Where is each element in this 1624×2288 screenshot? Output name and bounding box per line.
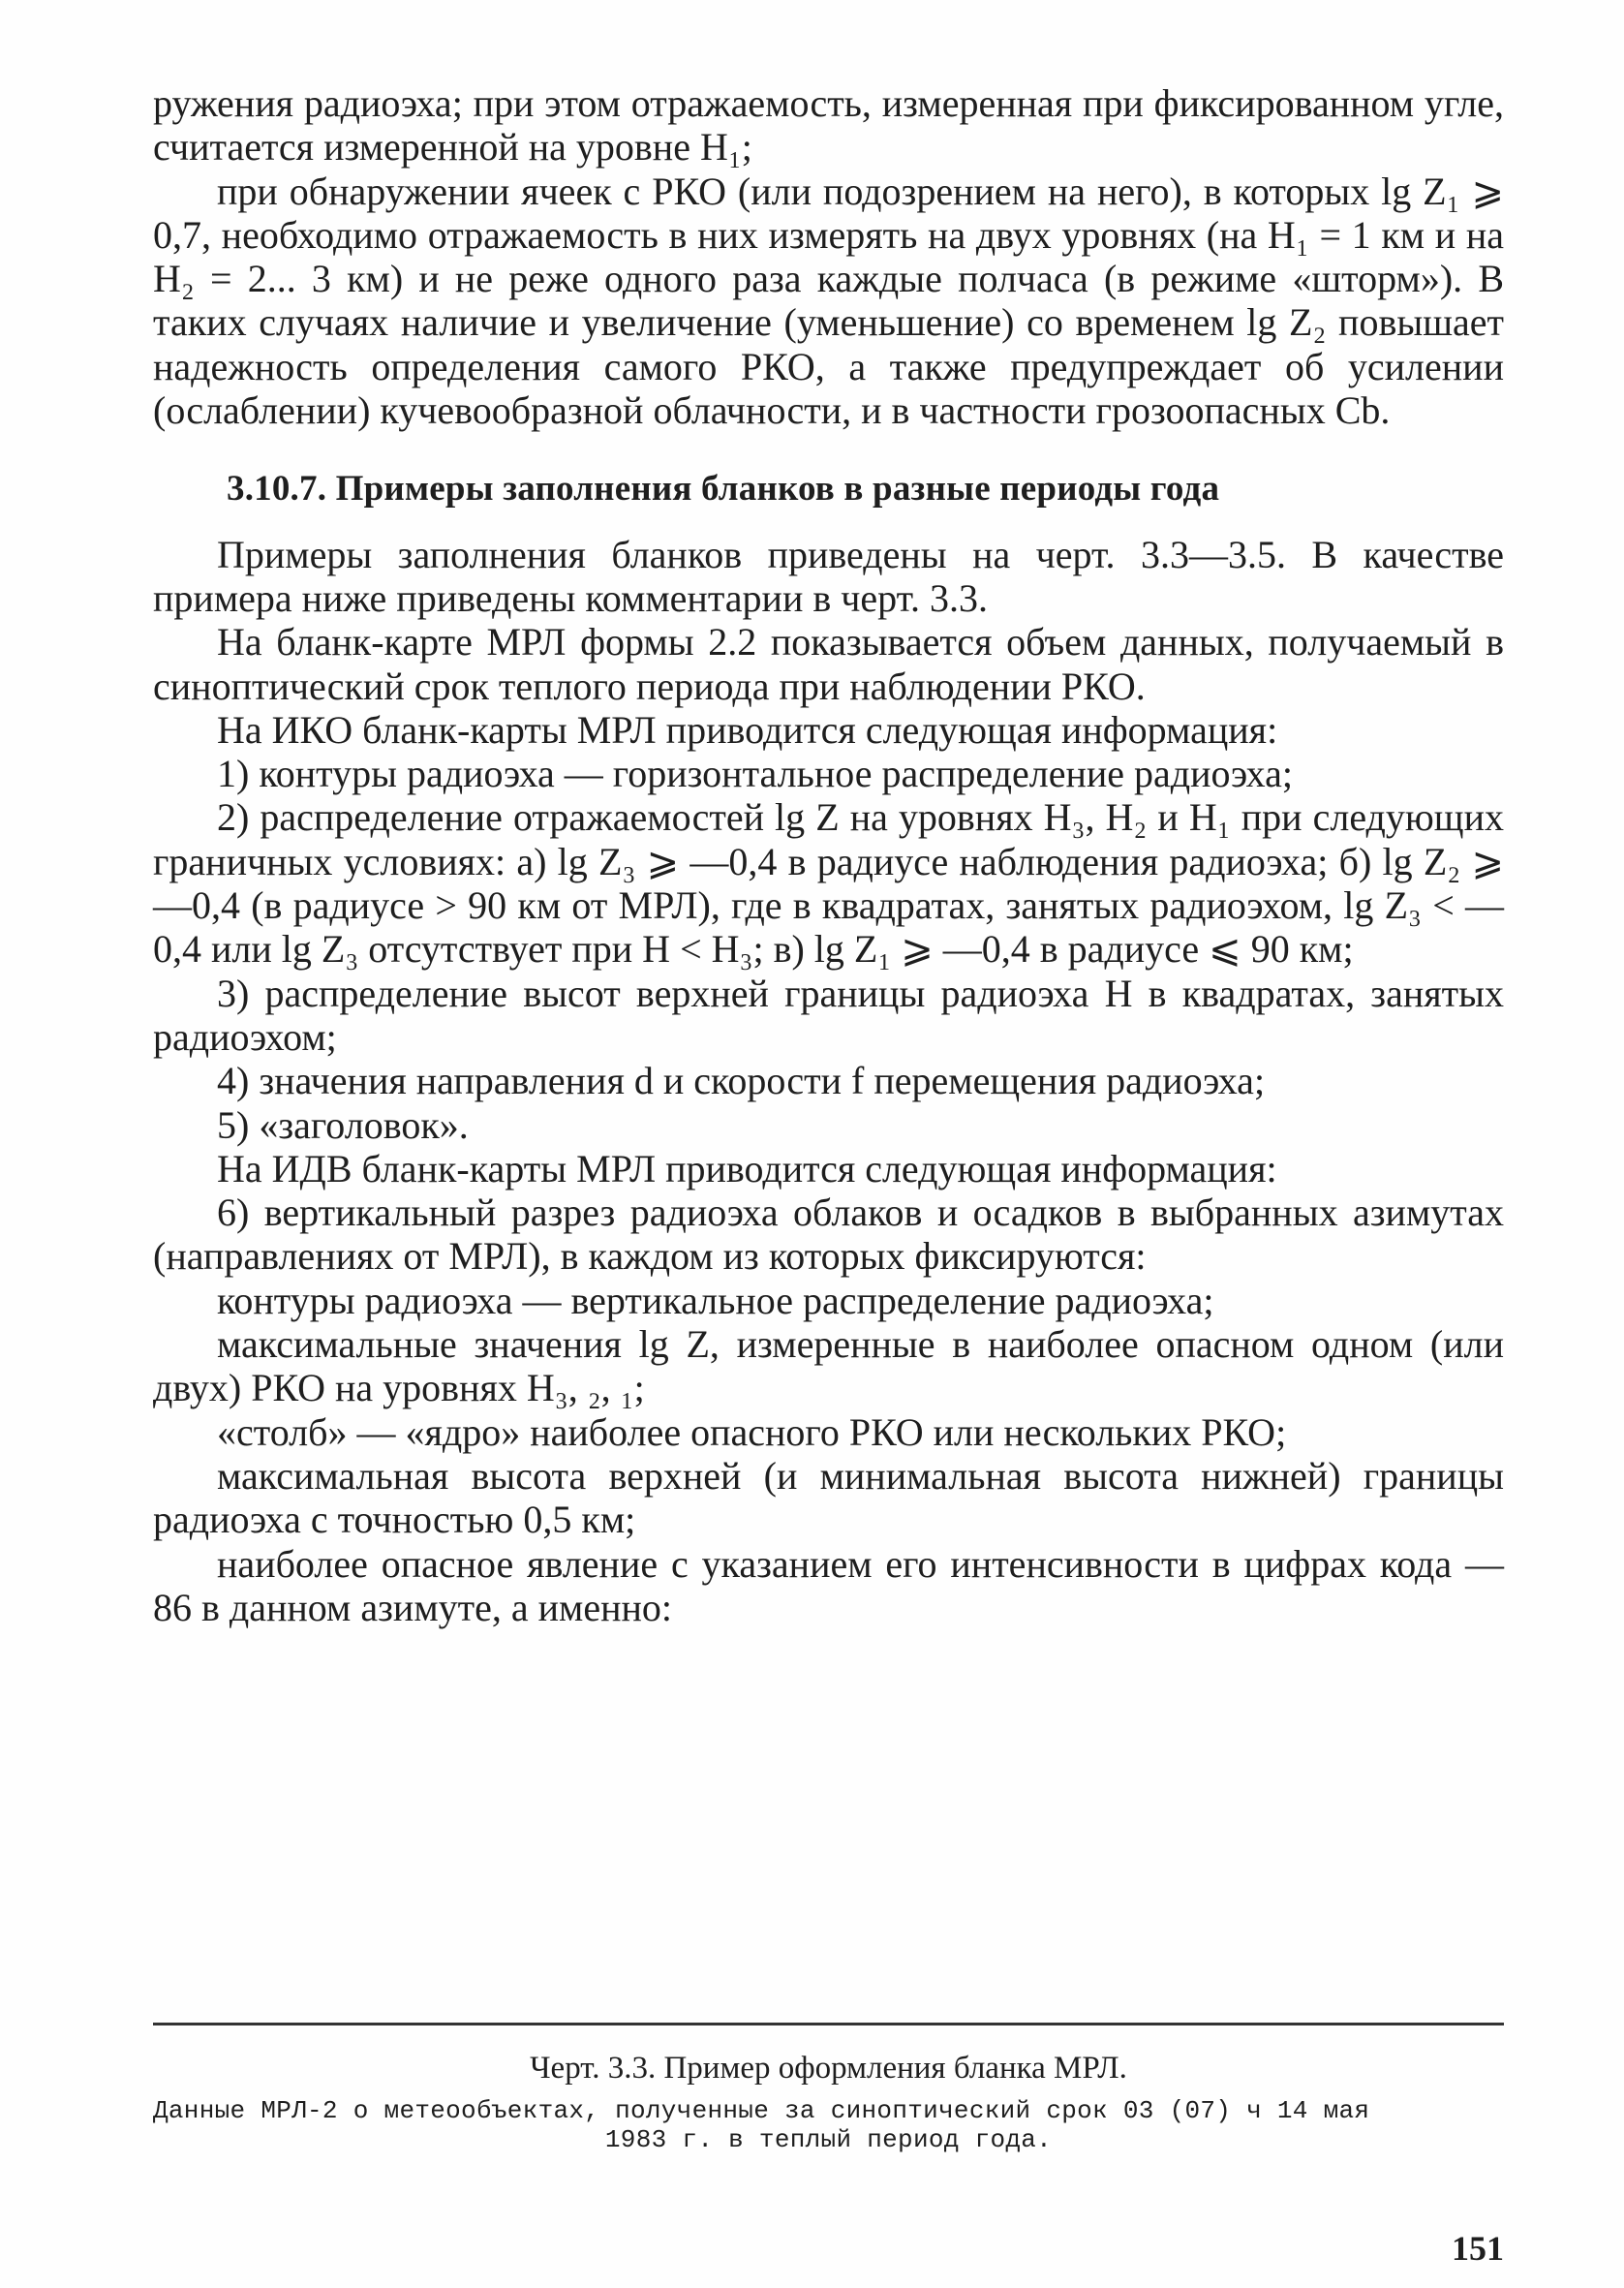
sub-item-column: «столб» — «ядро» наиболее опасного РКО или нескольких РКО; <box>217 1409 1287 1454</box>
figure-note-line1: Данные МРЛ-2 о метеообъектах, полученные за синоптический срок 03 (07) ч 14 мая <box>153 2096 1370 2125</box>
figure-note-line2: 1983 г. в теплый период года. <box>604 2125 1053 2154</box>
figure-caption: Черт. 3.3. Пример оформления бланка МРЛ. <box>530 2051 1127 2086</box>
list-item-6: 6) вертикальный разрез радиоэха облаков и осадков в выбранных азимутах (направлениях от МРЛ), в каждом из которых фиксируются: <box>153 1190 1504 1279</box>
sub-item-max-height: максимальная высота верхней (и минимальная высота нижней) границы радиоэха с точностью 0,5 км; <box>153 1453 1504 1542</box>
sub-item-contours: контуры радиоэха — вертикальное распределение радиоэха; <box>217 1278 1214 1322</box>
list-item-3: 3) распределение высот верхней границы радиоэха H в квадратах, занятых радиоэхом; <box>153 971 1504 1059</box>
paragraph-rko-detection: при обнаружении ячеек с РКО (или подозрением на него), в которых lg Z₁ ⩾ 0,7, необходимо отражаемость в них измерять на двух уровнях (на H₁ = 1 км и на H₂ = 2... 3 км) и не реже одного раза каждые полчаса (в режиме «шторм»). В таких случаях наличие и увеличение (уменьшение) со временем lg Z₂ повышает надежность определения самого РКО, а также предупреждает об усилении (ослаблении) кучевообразной облачности, и в частности грозоопасных Cb. <box>153 169 1504 433</box>
figure-divider <box>153 2023 1504 2025</box>
paragraph-idv-intro: На ИДВ бланк-карты МРЛ приводится следующая информация: <box>217 1146 1277 1190</box>
paragraph-iko-intro: На ИКО бланк-карты МРЛ приводится следующая информация: <box>217 707 1278 752</box>
sub-item-hazard: наиболее опасное явление с указанием его интенсивности в цифрах кода — 86 в данном азимуте, а именно: <box>153 1541 1504 1629</box>
list-item-1: 1) контуры радиоэха — горизонтальное распределение радиоэха; <box>217 752 1293 796</box>
paragraph-examples: Примеры заполнения бланков приведены на черт. 3.3—3.5. В качестве примера ниже приведены комментарии в черт. 3.3. <box>153 532 1504 620</box>
body-text <box>153 81 1504 1629</box>
paragraph-continuation: ружения радиоэха; при этом отражаемость, измеренная при фиксированном угле, считается измеренной на уровне H₁; <box>153 81 1504 170</box>
sub-item-max-values: максимальные значения lg Z, измеренные в наиболее опасном одном (или двух) РКО на уровнях H₃, ₂, ₁; <box>153 1322 1504 1410</box>
figure-note <box>153 2096 1504 2154</box>
list-item-2: 2) распределение отражаемостей lg Z на уровнях H₃, H₂ и H₁ при следующих граничных условиях: а) lg Z₃ ⩾ —0,4 в радиусе наблюдения радиоэха; б) lg Z₂ ⩾ —0,4 (в радиусе > 90 км от МРЛ), где в квадратах, занятых радиоэхом, lg Z₃ < —0,4 или lg Z₃ отсутствует при H < H₃; в) lg Z₁ ⩾ —0,4 в радиусе ⩽ 90 км; <box>153 795 1504 972</box>
page-number: 151 <box>1452 2229 1504 2268</box>
list-item-5: 5) «заголовок». <box>217 1102 469 1147</box>
section-heading: 3.10.7. Примеры заполнения бланков в разные периоды года <box>227 469 1220 510</box>
paragraph-blank-map: На бланк-карте МРЛ формы 2.2 показывается объем данных, получаемый в синоптический срок теплого периода при наблюдении РКО. <box>153 620 1504 708</box>
list-item-4: 4) значения направления d и скорости f перемещения радиоэха; <box>217 1059 1266 1103</box>
